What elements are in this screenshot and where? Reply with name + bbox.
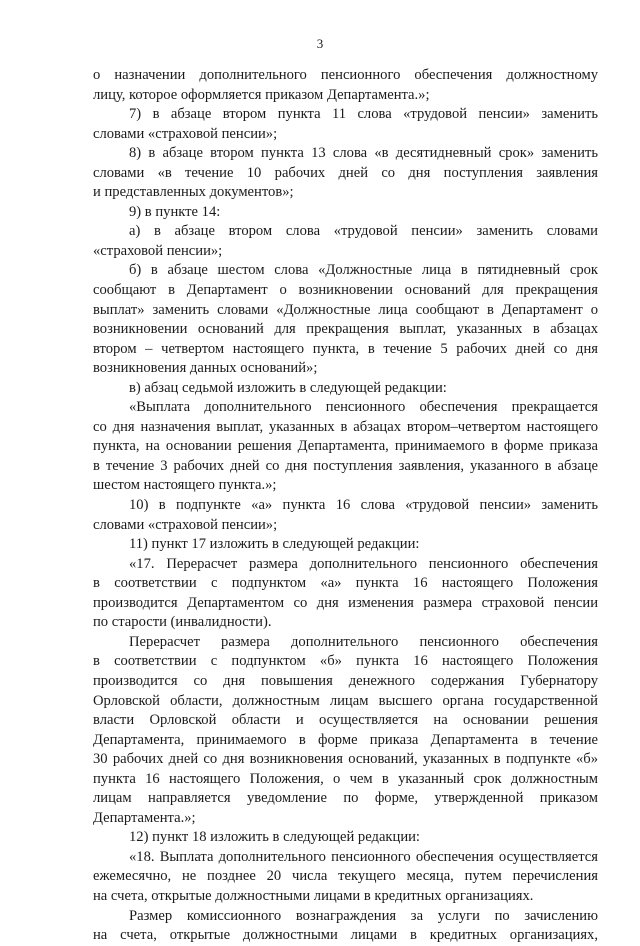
- text-line: 7) в абзаце втором пункта 11 слова «трудовой пенсии» заменить: [129, 106, 598, 123]
- text-line: Департамента, принимаемого в форме приказа Департамента в течение: [93, 731, 598, 748]
- text-line: «Выплата дополнительного пенсионного обеспечения прекращается: [129, 399, 598, 416]
- text-line: лицу, которое оформляется приказом Департамента.»;: [93, 86, 430, 103]
- text-line: Размер комиссионного вознаграждения за услуги по зачислению: [129, 907, 598, 924]
- text-line: 11) пункт 17 изложить в следующей редакции:: [129, 536, 420, 553]
- text-line: по старости (инвалидности).: [93, 614, 272, 631]
- text-line: производится со дня повышения денежного содержания Губернатору: [93, 672, 598, 689]
- text-line: а) в абзаце втором слова «трудовой пенсии» заменить словами: [129, 223, 598, 240]
- text-line: шестом настоящего пункта.»;: [93, 477, 277, 494]
- text-line: б) в абзаце шестом слова «Должностные лица в пятидневный срок: [129, 262, 598, 279]
- text-line: в соответствии с подпунктом «а» пункта 16 настоящего Положения: [93, 575, 598, 592]
- document-body: [93, 66, 598, 946]
- text-line: словами «страховой пенсии»;: [93, 516, 278, 533]
- text-line: пункта, на основании решения Департамента, принимаемого в форме приказа: [93, 438, 598, 455]
- text-line: выплат» заменить словами «Должностные лица сообщают в Департамент о: [93, 301, 598, 318]
- text-line: Департамента.»;: [93, 809, 196, 826]
- text-line: «17. Перерасчет размера дополнительного пенсионного обеспечения: [129, 555, 598, 572]
- text-line: 9) в пункте 14:: [129, 203, 221, 220]
- text-line: Орловской области, должностным лицам высшего органа государственной: [93, 692, 598, 709]
- text-line: 30 рабочих дней со дня возникновения оснований, указанных в подпункте «б»: [93, 751, 598, 768]
- text-line: власти Орловской области и осуществляется на основании решения: [93, 712, 598, 729]
- text-line: Перерасчет размера дополнительного пенсионного обеспечения: [129, 633, 598, 650]
- text-line: возникновения данных оснований»;: [93, 360, 318, 377]
- text-line: 10) в подпункте «а» пункта 16 слова «трудовой пенсии» заменить: [129, 497, 598, 514]
- text-line: пункта 16 настоящего Положения, о чем в указанный срок должностным: [93, 770, 598, 787]
- text-line: словами «в течение 10 рабочих дней со дня поступления заявления: [93, 164, 598, 181]
- text-line: втором – четвертом настоящего пункта, в течение 5 рабочих дней со дня: [93, 340, 598, 357]
- text-line: о назначении дополнительного пенсионного обеспечения должностному: [93, 67, 598, 83]
- text-line: на счета, открытые должностными лицами в кредитных организациях,: [93, 927, 598, 944]
- page-number: 3: [316, 36, 324, 51]
- text-line: возникновении оснований для прекращения выплат, указанных в абзацах: [93, 321, 598, 338]
- text-line: лицам направляется уведомление по форме, утвержденной приказом: [93, 790, 598, 807]
- text-line: словами «страховой пенсии»;: [93, 125, 278, 142]
- text-line: в) абзац седьмой изложить в следующей редакции:: [129, 379, 447, 396]
- text-line: со дня назначения выплат, указанных в абзацах втором–четвертом настоящего: [93, 418, 598, 435]
- text-line: 8) в абзаце втором пункта 13 слова «в десятидневный срок» заменить: [129, 145, 598, 162]
- text-line: в соответствии с подпунктом «б» пункта 16 настоящего Положения: [93, 653, 598, 670]
- text-line: 12) пункт 18 изложить в следующей редакции:: [129, 829, 420, 846]
- text-line: «18. Выплата дополнительного пенсионного обеспечения осуществляется: [129, 848, 598, 865]
- text-line: на счета, открытые должностными лицами в кредитных организациях.: [93, 887, 534, 904]
- text-line: и представленных документов»;: [93, 184, 294, 201]
- text-line: производится Департаментом со дня изменения размера страховой пенсии: [93, 594, 598, 611]
- text-line: ежемесячно, не позднее 20 числа текущего месяца, путем перечисления: [93, 868, 598, 885]
- text-line: в течение 3 рабочих дней со дня поступления заявления, указанного в абзаце: [93, 457, 598, 474]
- text-line: сообщают в Департамент о возникновении оснований для прекращения: [93, 282, 598, 299]
- text-line: «страховой пенсии»;: [93, 242, 223, 259]
